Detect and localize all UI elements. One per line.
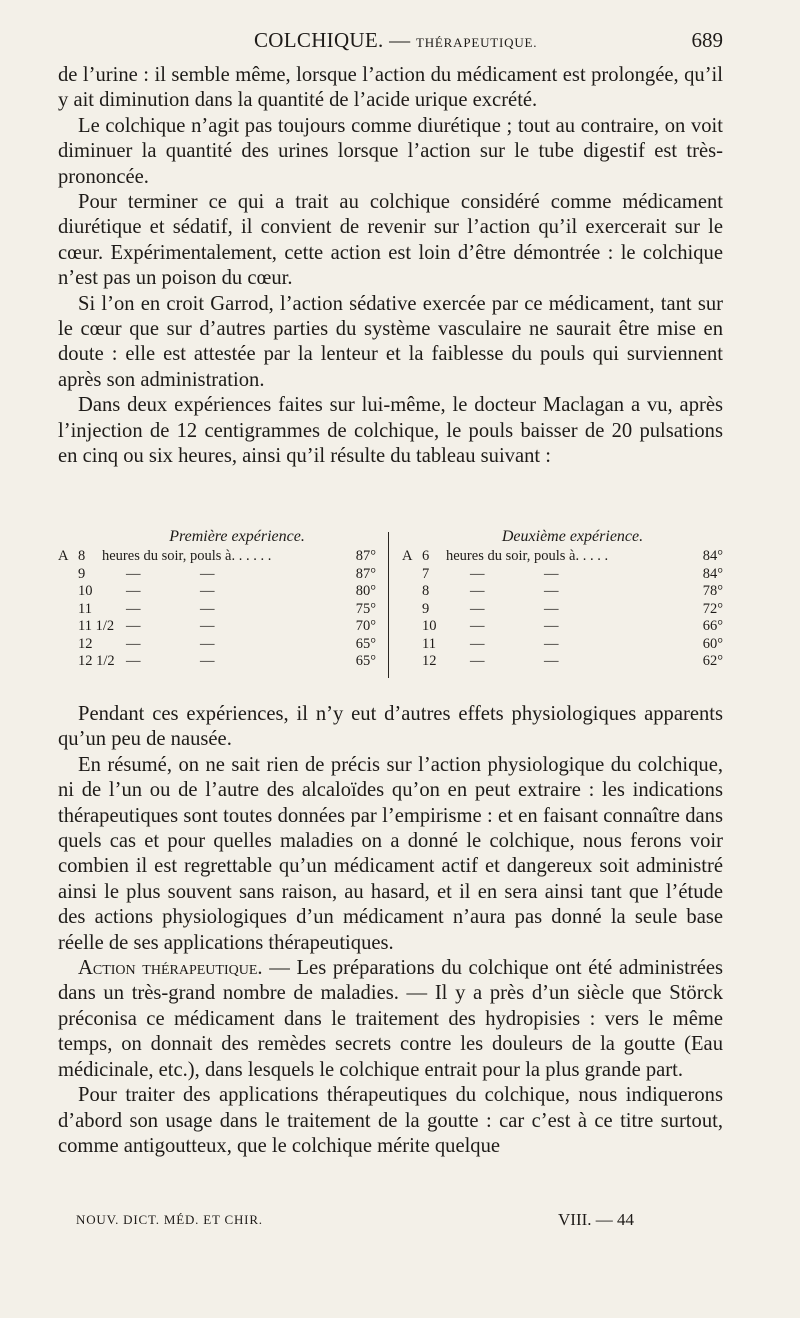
row-ditto: — bbox=[200, 653, 215, 669]
running-title bbox=[254, 28, 537, 53]
row-pulse-value: 72° bbox=[702, 600, 723, 617]
table-row bbox=[58, 548, 376, 566]
table-row bbox=[402, 653, 723, 671]
table-row bbox=[402, 636, 723, 654]
pulse-table bbox=[58, 526, 723, 684]
row-hour: 9 bbox=[78, 565, 86, 582]
row-hour: 11 1/2 bbox=[78, 618, 115, 634]
row-ditto: — bbox=[126, 618, 141, 634]
row-ditto: — bbox=[126, 583, 141, 599]
body-text-continued bbox=[58, 702, 723, 1159]
row-ditto: — bbox=[126, 653, 141, 669]
row-ditto: — bbox=[470, 565, 485, 582]
row-description: heures du soir, pouls à. . . . . . bbox=[102, 548, 272, 564]
row-ditto: — bbox=[544, 565, 559, 582]
row-pulse-value: 66° bbox=[702, 618, 723, 634]
row-pulse-value: 65° bbox=[355, 635, 376, 652]
paragraph: Pendant ces expériences, il n’y eut d’autres effets physiologiques apparents qu’un peu de nausée. bbox=[58, 703, 723, 751]
row-ditto: — bbox=[470, 653, 485, 669]
page-footer bbox=[58, 1212, 723, 1232]
experiment-2 bbox=[402, 526, 723, 671]
row-hour: 11 bbox=[78, 600, 92, 617]
row-pulse-value: 80° bbox=[355, 583, 376, 599]
row-hour: 12 bbox=[78, 635, 93, 652]
paragraph: Pour traiter des applications thérapeutiques du colchique, nous indiquerons d’abord son usage dans le traitement de la goutte : car c’est à ce titre surtout, comme antigoutteux, que le colchique mérite quelque bbox=[58, 1084, 723, 1157]
paragraph: de l’urine : il semble même, lorsque l’action du médicament est prolongée, qu’il y ait diminution dans la quantité de l’acide urique excrété. bbox=[58, 64, 723, 112]
row-pulse-value: 70° bbox=[355, 618, 376, 634]
table-row bbox=[58, 618, 376, 636]
row-ditto: — bbox=[470, 600, 485, 617]
paragraph: Pour terminer ce qui a trait au colchique considéré comme médicament diurétique et sédatif, il convient de revenir sur l’action qu’il exercerait sur le cœur. Expérimentalement, cette action est loin d’être démontrée : le colchique n’est pas un poison du cœur. bbox=[58, 191, 723, 290]
table-row bbox=[58, 601, 376, 619]
row-pulse-value: 60° bbox=[702, 635, 723, 652]
experiment-1-title: Première expérience. bbox=[169, 528, 305, 545]
document-page bbox=[58, 0, 723, 1318]
experiment-2-rows bbox=[402, 548, 723, 671]
row-prefix: A bbox=[58, 548, 69, 564]
row-ditto: — bbox=[200, 565, 215, 582]
section-heading: Action thérapeutique. bbox=[78, 957, 263, 980]
row-ditto: — bbox=[544, 600, 559, 617]
row-pulse-value: 75° bbox=[355, 600, 376, 617]
paragraph: Le colchique n’agit pas toujours comme diurétique ; tout au contraire, on voit diminuer la quantité des urines lorsque l’action sur le tube digestif est très-prononcée. bbox=[58, 114, 723, 188]
body-text bbox=[58, 63, 723, 470]
experiment-2-title: Deuxième expérience. bbox=[501, 528, 644, 545]
row-ditto: — bbox=[200, 618, 215, 634]
table-row bbox=[58, 653, 376, 671]
row-ditto: — bbox=[200, 600, 215, 617]
row-pulse-value: 84° bbox=[702, 548, 723, 564]
row-ditto: — bbox=[200, 635, 215, 652]
row-hour: 11 bbox=[422, 635, 436, 652]
row-hour: 6 bbox=[422, 548, 430, 564]
row-pulse-value: 65° bbox=[355, 653, 376, 669]
row-ditto: — bbox=[470, 618, 485, 634]
row-hour: 12 bbox=[422, 653, 437, 669]
table-row bbox=[402, 548, 723, 566]
row-pulse-value: 84° bbox=[702, 565, 723, 582]
row-ditto: — bbox=[544, 618, 559, 634]
row-hour: 9 bbox=[422, 600, 430, 617]
row-hour: 12 1/2 bbox=[78, 653, 115, 669]
row-ditto: — bbox=[470, 635, 485, 652]
row-hour: 10 bbox=[78, 583, 93, 599]
row-prefix: A bbox=[402, 548, 413, 564]
row-pulse-value: 87° bbox=[355, 565, 376, 582]
table-row bbox=[402, 583, 723, 601]
experiment-1 bbox=[58, 526, 376, 671]
experiment-1-rows bbox=[58, 548, 376, 671]
footer-signature: NOUV. DICT. MÉD. ET CHIR. bbox=[76, 1212, 263, 1227]
row-pulse-value: 62° bbox=[702, 653, 723, 669]
table-divider bbox=[388, 532, 389, 678]
row-hour: 8 bbox=[78, 548, 86, 564]
table-row bbox=[402, 566, 723, 584]
table-row bbox=[58, 583, 376, 601]
row-pulse-value: 78° bbox=[702, 583, 723, 599]
row-ditto: — bbox=[126, 635, 141, 652]
row-hour: 10 bbox=[422, 618, 437, 634]
row-ditto: — bbox=[126, 565, 141, 582]
running-title-main: COLCHIQUE. — bbox=[254, 28, 416, 52]
running-header bbox=[58, 28, 723, 56]
row-ditto: — bbox=[544, 583, 559, 599]
row-ditto: — bbox=[470, 583, 485, 599]
page-number: 689 bbox=[691, 28, 723, 52]
section-text: — Les préparations du colchique ont été administrées dans un très-grand nombre de maladies. — Il y a près d’un siècle que Störck préconisa ce médicament dans le traitement des hydropisies : vers le même temps, on donnait des remèdes secrets contre les douleurs de la goutte (Eau médicinale, etc.), dans lesquels le colchique entrait pour la plus grande part. bbox=[58, 957, 723, 1081]
table-row bbox=[58, 636, 376, 654]
row-ditto: — bbox=[200, 583, 215, 599]
table-row bbox=[58, 566, 376, 584]
paragraph: Dans deux expériences faites sur lui-même, le docteur Maclagan a vu, après l’injection de 12 centigrammes de colchique, le pouls baisser de 20 pulsations en cinq ou six heures, ainsi qu’il résulte du tableau suivant : bbox=[58, 394, 723, 468]
row-description: heures du soir, pouls à. . . . . bbox=[446, 548, 609, 564]
table-row bbox=[402, 618, 723, 636]
row-hour: 7 bbox=[422, 565, 430, 582]
paragraph: En résumé, on ne sait rien de précis sur l’action physiologique du colchique, ni de l’un ou de l’autre des alcaloïdes qu’on en peut extraire : les indications thérapeutiques sont toutes données par l’empirisme : et en faisant connaître dans quels cas et pour quelles maladies on a donné le colchique, nous ferons voir combien il est regrettable qu’un médicament actif et dangereux soit administré ainsi le plus souvent sans raison, au hasard, et il en sera ainsi tant que l’étude des actions physiologiques d’un médicament n’aura pas donné la seule base réelle de ses applications thérapeutiques. bbox=[58, 753, 723, 954]
paragraph: Si l’on en croit Garrod, l’action sédative exercée par ce médicament, tant sur le cœur que sur d’autres parties du système vasculaire ne saurait être mise en doute : elle est attestée par la lenteur et la faiblesse du pouls qui surviennent après son administration. bbox=[58, 292, 723, 391]
table-row bbox=[402, 601, 723, 619]
row-pulse-value: 87° bbox=[355, 548, 376, 564]
paragraph-action bbox=[58, 956, 723, 1083]
row-ditto: — bbox=[126, 600, 141, 617]
row-ditto: — bbox=[544, 653, 559, 669]
running-title-section: THÉRAPEUTIQUE. bbox=[415, 35, 538, 50]
row-hour: 8 bbox=[422, 583, 430, 599]
row-ditto: — bbox=[544, 635, 559, 652]
footer-volume: VIII. — 44 bbox=[558, 1210, 635, 1229]
